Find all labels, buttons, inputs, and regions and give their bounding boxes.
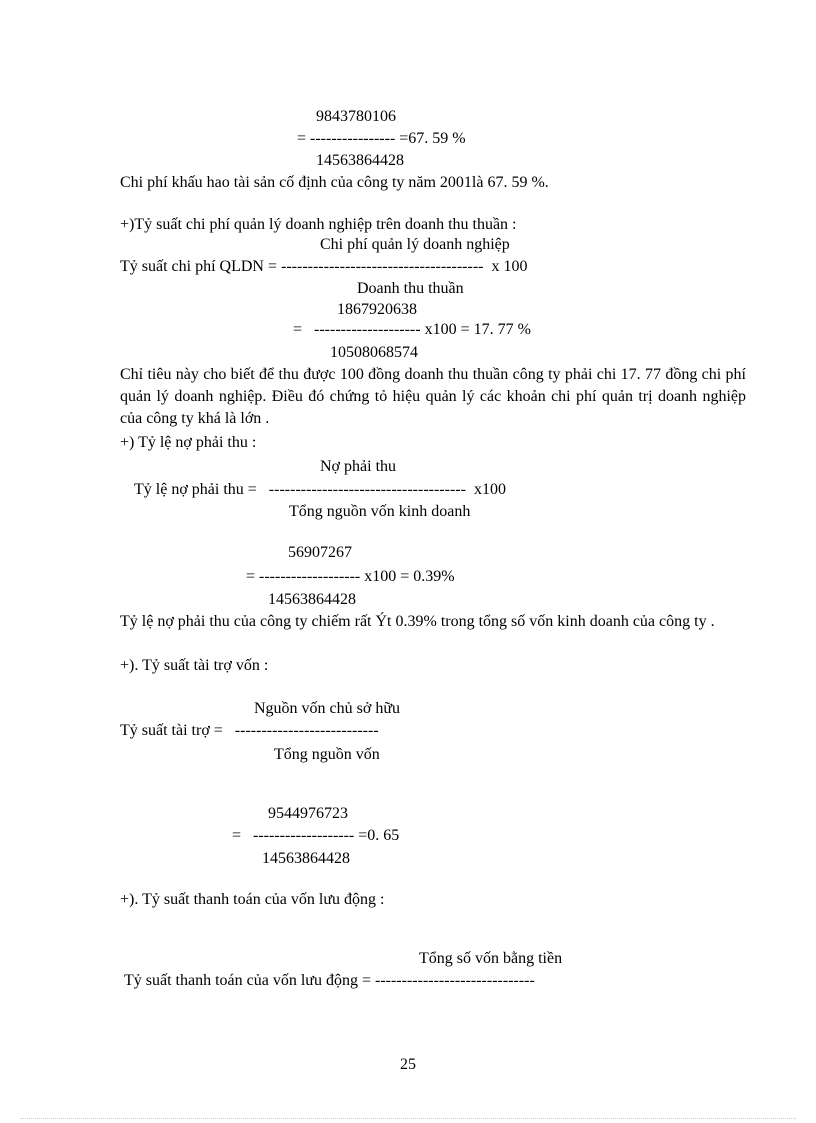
section-heading-receivables: +) Tỷ lệ nợ phải thu :	[120, 434, 257, 451]
calc-denominator: 14563864428	[262, 850, 350, 867]
calc-fraction-line: = -------------------- x100 = 17. 77 %	[293, 321, 531, 338]
calc-fraction-line: = ------------------- x100 = 0.39%	[246, 568, 455, 585]
depreciation-conclusion: Chi phí khấu hao tài sản cố định của công ty năm 2001là 67. 59 %.	[120, 174, 549, 191]
calc-denominator: 10508068574	[330, 344, 418, 361]
formula-denominator: Tổng nguồn vốn kinh doanh	[289, 503, 471, 520]
receivables-explanation: Tỷ lệ nợ phải thu của công ty chiếm rất Ýt 0.39% trong tổng số vốn kinh doanh của công ty .	[120, 613, 715, 630]
formula-line: Tỷ suất tài trợ = ---------------------------	[120, 722, 379, 739]
formula-numerator: Nguồn vốn chủ sở hữu	[254, 700, 401, 717]
formula-line: Tỷ suất thanh toán của vốn lưu động = ------------------------------	[124, 972, 535, 989]
calc-denominator: 14563864428	[316, 152, 404, 169]
formula-numerator: Tổng số vốn bằng tiền	[419, 950, 563, 967]
calc-numerator: 56907267	[288, 544, 352, 561]
formula-denominator: Tổng nguồn vốn	[274, 746, 380, 763]
formula-denominator: Doanh thu thuần	[357, 280, 464, 297]
qldn-explanation: Chỉ tiêu này cho biết để thu được 100 đồng doanh thu thuần công ty phải chi 17. 77 đồng chi phí quản lý doanh nghiệp. Điều đó chứng tỏ hiệu quản lý các khoản chi phí quản trị doanh nghiệp của công ty khá là lớn .	[120, 366, 746, 427]
calc-numerator: 1867920638	[337, 301, 417, 318]
calc-numerator: 9544976723	[268, 805, 348, 822]
calc-denominator: 14563864428	[268, 591, 356, 608]
formula-numerator: Chi phí quản lý doanh nghiệp	[320, 236, 510, 253]
formula-line: Tỷ lệ nợ phải thu = ------------------------------------- x100	[134, 481, 506, 498]
section-heading-qldn: +)Tỷ suất chi phí quản lý doanh nghiệp trên doanh thu thuần :	[120, 216, 517, 233]
calc-fraction-line: = ------------------- =0. 65	[232, 827, 400, 844]
page-bottom-divider	[20, 1118, 796, 1119]
page-number: 25	[400, 1056, 416, 1073]
formula-line: Tỷ suất chi phí QLDN = -------------------------------------- x 100	[120, 258, 528, 275]
section-heading-funding: +). Tỷ suất tài trợ vốn :	[120, 657, 269, 674]
calc-fraction-line: = ---------------- =67. 59 %	[297, 130, 466, 147]
calc-numerator: 9843780106	[316, 108, 396, 125]
formula-numerator: Nợ phải thu	[320, 458, 397, 475]
section-heading-liquidity: +). Tỷ suất thanh toán của vốn lưu động :	[120, 891, 385, 908]
